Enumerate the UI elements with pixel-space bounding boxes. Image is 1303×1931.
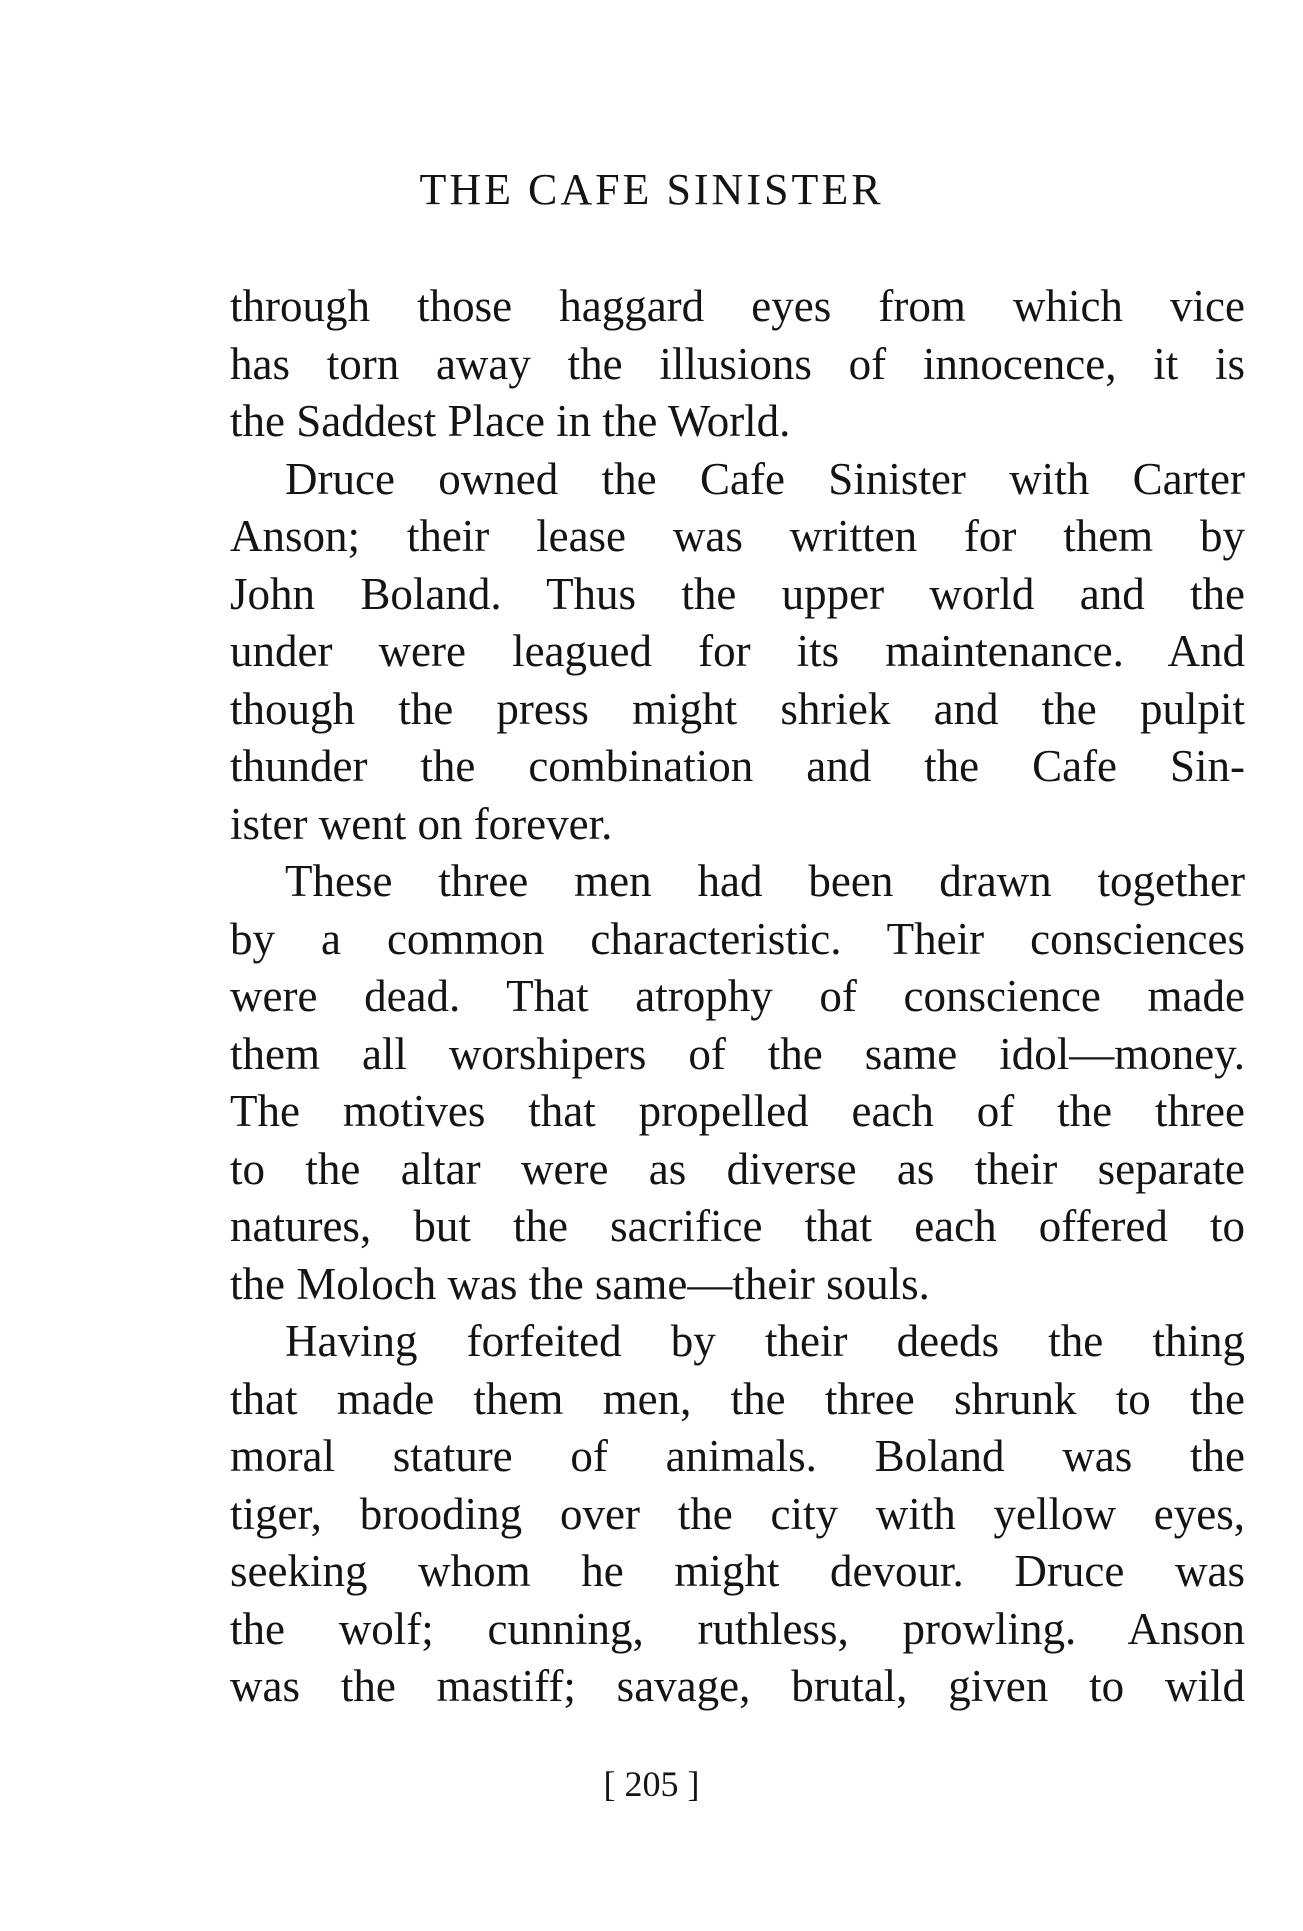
text-line: has torn away the illusions of innocence, it is (230, 338, 1245, 389)
text-line: moral stature of animals. Boland was the (230, 1431, 1245, 1481)
body-text (230, 278, 1245, 1716)
text-line: natures, but the sacrifice that each offered to (230, 1201, 1245, 1251)
text-line: Anson; their lease was written for them by (230, 511, 1245, 561)
text-line: tiger, brooding over the city with yellow eyes, (230, 1488, 1245, 1539)
text-line: through those haggard eyes from which vice (230, 281, 1245, 331)
text-line: the Saddest Place in the World. (230, 396, 791, 446)
text-line: under were leagued for its maintenance. And (230, 626, 1245, 676)
text-line: seeking whom he might devour. Druce was (230, 1546, 1245, 1596)
text-line: that made them men, the three shrunk to the (230, 1373, 1245, 1424)
text-line: John Boland. Thus the upper world and the (230, 568, 1245, 619)
text-line: These three men had been drawn together (285, 856, 1245, 906)
text-line: Druce owned the Cafe Sinister with Carter (285, 453, 1245, 504)
text-line: them all worshipers of the same idol—money. (230, 1028, 1245, 1079)
page-number: [ 205 ] (603, 1764, 700, 1804)
text-line: the wolf; cunning, ruthless, prowling. Anson (230, 1603, 1245, 1654)
text-line: The motives that propelled each of the three (230, 1086, 1245, 1136)
text-line: thunder the combination and the Cafe Sin- (230, 741, 1245, 791)
text-line: was the mastiff; savage, brutal, given to wild (230, 1661, 1245, 1711)
text-line: by a common characteristic. Their consciences (230, 913, 1245, 964)
text-line: ister went on forever. (230, 798, 613, 849)
text-line: were dead. That atrophy of conscience made (230, 971, 1245, 1021)
text-line: the Moloch was the same—their souls. (230, 1258, 930, 1309)
text-line: Having forfeited by their deeds the thing (285, 1316, 1245, 1366)
running-head: THE CAFE SINISTER (419, 165, 884, 214)
text-line: though the press might shriek and the pulpit (230, 683, 1245, 734)
text-line: to the altar were as diverse as their separate (230, 1143, 1245, 1194)
